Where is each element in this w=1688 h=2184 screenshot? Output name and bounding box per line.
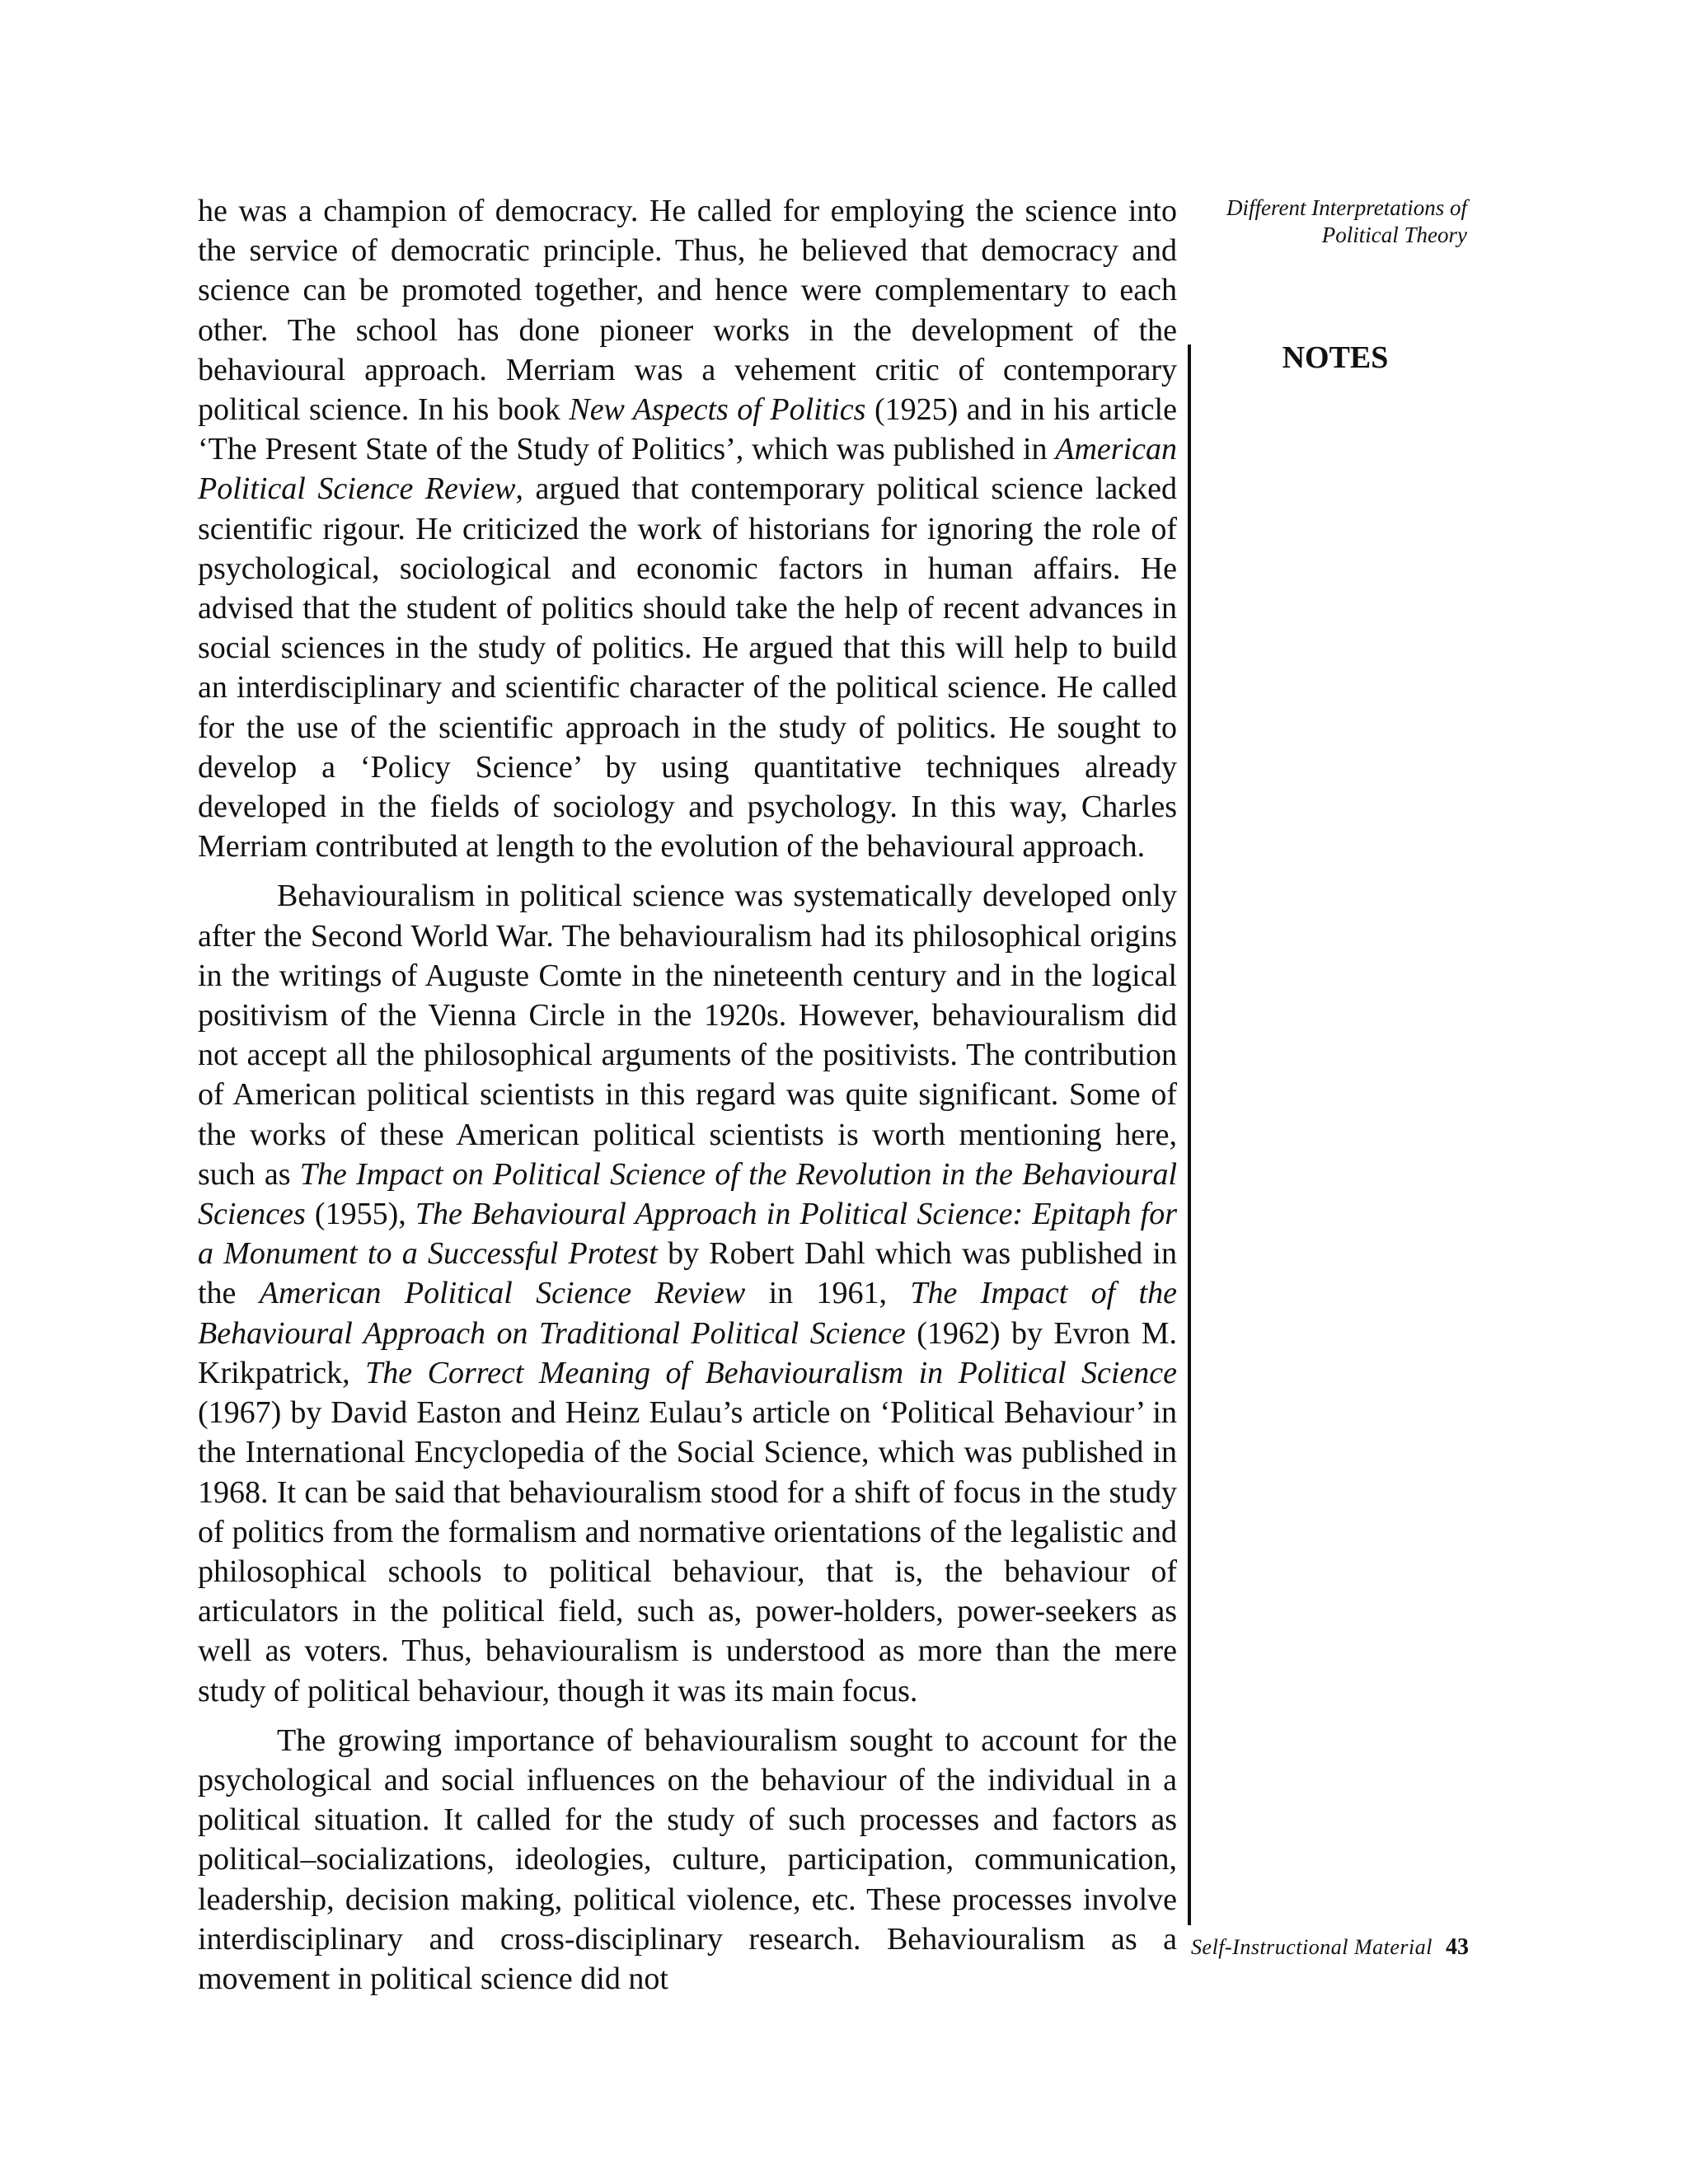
- work-title: The Impact on Political Science of the Revolution in the Behavioural Sciences: [198, 1156, 1178, 1232]
- text-run: (1967) by David Easton and Heinz Eulau’s article on ‘Political Behaviour’ in the International Encyclopedia of the Social Science, which was published in 1968. It can be said that behaviouralism stood for a shift of focus in the study of politics from the formalism and normative orientations of the legalistic and philosophical schools to political behaviour, that is, the behaviour of articulators in the political field, such as, power-holders, power-seekers as well as voters. Thus, behaviouralism is understood as more than the mere study of political behaviour, though it was its main focus.: [198, 1395, 1177, 1708]
- text-run: , argued that contemporary political science lacked scientific rigour. He criticized the work of historians for ignoring the role of psychological, sociological and economic factors in human affairs. He advised that the student of politics should take the help of recent advances in social sciences in the study of politics. He argued that this will help to build an interdisciplinary and scientific character of the political science. He called for the use of the scientific approach in the study of politics. He sought to develop a ‘Policy Science’ by using quantitative techniques already developed in the fields of sociology and psychology. In this way, Charles Merriam contributed at length to the evolution of the behavioural approach.: [198, 471, 1177, 865]
- journal-title: American Political Science Review: [259, 1276, 746, 1311]
- work-title: The Behavioural Approach in Political Science: Epitaph for a Monument to a Successful Protest: [198, 1197, 1177, 1272]
- journal-title: American Political Science Review: [198, 432, 1177, 507]
- text-run: (1925) and in his article ‘The Present State of the Study of Politics’, which was published in: [198, 392, 1177, 467]
- text-run: (1955),: [305, 1197, 415, 1232]
- running-head-line-1: Different Interpretations of: [1226, 195, 1467, 220]
- text-run: he was a champion of democracy. He called for employing the science into the service of democratic principle. Thus, he believed that democracy and science can be promoted together, and hence were complementary to each other. The school has done pioneer works in the development of the behavioural approach. Merriam was a vehement critic of contemporary political science. In his book: [198, 194, 1177, 428]
- main-text-column: [198, 191, 1177, 2008]
- running-head-line-2: Political Theory: [1321, 223, 1467, 247]
- footer-label: Self-Instructional Material: [1191, 1935, 1432, 1959]
- work-title: The Impact of the Behavioural Approach on Traditional Political Science: [198, 1276, 1177, 1351]
- margin-divider-rule: [1188, 344, 1191, 1925]
- paragraph-1: [198, 191, 1177, 866]
- text-run: (1962) by Evron M. Krikpatrick,: [198, 1315, 1178, 1390]
- book-title: New Aspects of Politics: [569, 392, 866, 428]
- text-run: The growing importance of behaviouralism sought to account for the psychological and social influences on the behaviour of the individual in a political situation. It called for the study of such processes and factors as political–socializations, ideologies, culture, participation, communication, leadership, decision making, political violence, etc. These processes involve interdisciplinary and cross-disciplinary research. Behaviouralism as a movement in political science did not: [198, 1722, 1177, 1996]
- page-number: 43: [1446, 1934, 1469, 1960]
- page-footer: [1071, 1933, 1469, 1961]
- paragraph-2: [198, 876, 1177, 1710]
- paragraph-3: [198, 1721, 1177, 1999]
- notes-heading: NOTES: [1282, 340, 1389, 375]
- text-run: in 1961,: [745, 1276, 911, 1311]
- text-run: by Robert Dahl which was published in the: [198, 1236, 1177, 1311]
- running-head: [1187, 194, 1467, 249]
- text-run: Behaviouralism in political science was systematically developed only after the Second World War. The behaviouralism had its philosophical origins in the writings of Auguste Comte in the nineteenth century and in the logical positivism of the Vienna Circle in the 1920s. However, behaviouralism did not accept all the philosophical arguments of the positivists. The contribution of American political scientists in this regard was quite significant. Some of the works of these American political scientists is worth mentioning here, such as: [198, 879, 1177, 1192]
- work-title: The Correct Meaning of Behaviouralism in Political Science: [365, 1355, 1177, 1390]
